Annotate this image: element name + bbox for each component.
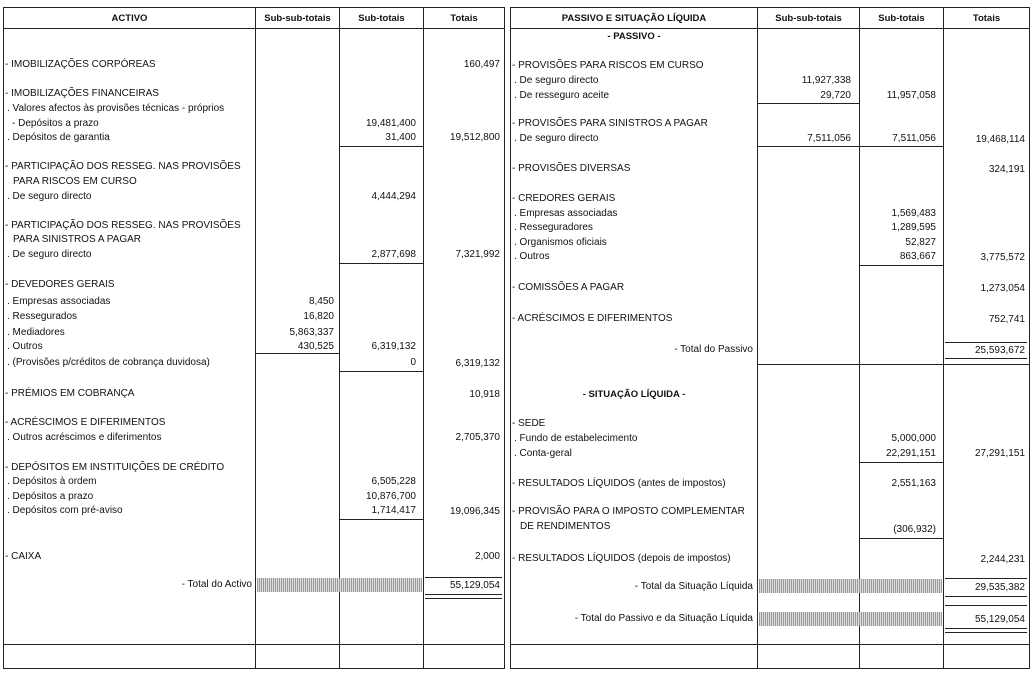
prov-sinistros-label: - PROVISÕES PARA SINISTROS A PAGAR [512, 118, 708, 129]
caixa-total: 2,000 [474, 551, 500, 562]
pr-subtotal: 11,957,058 [886, 90, 936, 101]
total-passivo-label: - Total do Passivo [674, 344, 753, 355]
resultados-depois-label: - RESULTADOS LÍQUIDOS (depois de impostos) [512, 553, 731, 564]
total-rule [945, 342, 1027, 343]
participacao-riscos-label-2: PARA RISCOS EM CURSO [13, 176, 137, 187]
depositos-prazo-subtotal: 19,481,400 [365, 118, 416, 129]
devedores-ressegurados-label: . Ressegurados [7, 311, 78, 322]
subtotal-rule [340, 146, 423, 147]
cr-organismos-value: 52,827 [905, 237, 936, 248]
devedores-empresas-value: 8,450 [308, 296, 334, 307]
provisao-imposto-value: (306,932) [893, 524, 936, 535]
participacao-sinistros-label: - PARTICIPAÇÃO DOS RESSEG. NAS PROVISÕES [5, 220, 241, 231]
fundo-value: 5,000,000 [891, 433, 936, 444]
depositos-aprazo-subtotal: 10,876,700 [365, 491, 416, 502]
cr-outros-value: 863,667 [899, 251, 936, 262]
subtotal-rule [340, 519, 423, 520]
passivo-subheader: - PASSIVO - [607, 31, 661, 42]
resultados-antes-label: - RESULTADOS LÍQUIDOS (antes de impostos) [512, 478, 726, 489]
participacao-riscos-label: - PARTICIPAÇÃO DOS RESSEG. NAS PROVISÕES [5, 161, 241, 172]
total-rule [945, 578, 1027, 579]
situacao-liquida-header: - SITUAÇÃO LÍQUIDA - [582, 389, 686, 400]
subtotal-rule [340, 371, 423, 372]
prov-diversas-label: - PROVISÕES DIVERSAS [512, 163, 631, 174]
total-situacao-label: - Total da Situação Líquida [634, 581, 753, 592]
devedores-total: 6,319,132 [455, 358, 500, 369]
passivo-table [510, 7, 1030, 669]
comissoes-label: - COMISSÕES A PAGAR [512, 282, 625, 293]
depositos-preaviso-label: . Depósitos com pré-aviso [7, 505, 123, 516]
total-rule [425, 577, 502, 578]
subtotal-rule [758, 146, 859, 147]
participacao-total: 7,321,992 [455, 249, 500, 260]
subtotal-rule [758, 103, 859, 104]
subtotal-rule [860, 462, 943, 463]
activo-header: ACTIVO [111, 13, 148, 24]
sub-totais-header: Sub-totais [878, 13, 925, 24]
column-divider [423, 8, 424, 668]
cr-resseguradores-value: 1,289,595 [891, 222, 936, 233]
subtotal-rule [860, 265, 943, 266]
sub-sub-totais-header: Sub-sub-totais [775, 13, 842, 24]
total-activo-label: - Total do Activo [181, 579, 252, 590]
imob-financeiras-total: 19,512,800 [449, 132, 500, 143]
depositos-ordem-subtotal: 6,505,228 [371, 476, 416, 487]
sub-sub-totais-header: Sub-sub-totais [264, 13, 331, 24]
depositos-preaviso-subtotal: 1,714,417 [371, 505, 416, 516]
depositos-ordem-label: . Depósitos à ordem [7, 476, 97, 487]
subtotal-rule [340, 263, 423, 264]
acrescimos-label: - ACRÉSCIMOS E DIFERIMENTOS [512, 313, 673, 324]
bottom-rule [511, 644, 1029, 645]
imob-financeiras-label: - IMOBILIZAÇÕES FINANCEIRAS [5, 88, 159, 99]
provisao-imposto-label-2: DE RENDIMENTOS [520, 521, 611, 532]
pr-seguro-label: . De seguro directo [514, 75, 599, 86]
header-divider [511, 28, 1029, 29]
devedores-mediadores-value: 5,863,337 [289, 327, 334, 338]
credores-total: 3,775,572 [980, 252, 1025, 263]
passivo-header: PASSIVO E SITUAÇÃO LÍQUIDA [561, 13, 707, 24]
provisoes-subtotal: 0 [410, 357, 416, 368]
imob-corporeas-total: 160,497 [463, 59, 500, 70]
provisoes-label: . (Provisões p/créditos de cobrança duvidosa) [7, 357, 210, 368]
resultados-depois-total: 2,244,231 [980, 554, 1025, 565]
part-riscos-seguro-label: . De seguro directo [7, 191, 92, 202]
section-rule [758, 364, 1029, 365]
sede-label: - SEDE [512, 418, 546, 429]
prov-diversas-total: 324,191 [988, 164, 1025, 175]
depositos-instituicoes-label: - DEPÓSITOS EM INSTITUIÇÕES DE CRÉDITO [5, 462, 225, 473]
valores-afectos-label: . Valores afectos às provisões técnicas - próprios [7, 103, 225, 114]
conta-geral-value: 22,291,151 [885, 448, 936, 459]
depositos-garantia-subtotal: 31,400 [385, 132, 416, 143]
sub-totais-header: Sub-totais [358, 13, 405, 24]
subtotal-rule [860, 146, 943, 147]
devedores-outros-value: 430,525 [297, 341, 334, 352]
total-geral-label: - Total do Passivo e da Situação Líquida [574, 613, 753, 624]
devedores-gerais-label: - DEVEDORES GERAIS [5, 279, 115, 290]
column-divider [859, 8, 860, 668]
cr-empresas-value: 1,569,483 [891, 208, 936, 219]
provisoes-total: 19,468,114 [975, 134, 1025, 145]
acrescimos-total: 2,705,370 [455, 432, 500, 443]
outros-acrescimos-label: . Outros acréscimos e diferimentos [7, 432, 162, 443]
total-passivo-value: 25,593,672 [974, 345, 1025, 356]
pr-resseguro-value: 29,720 [820, 90, 851, 101]
part-sinistros-seguro-subtotal: 2,877,698 [371, 249, 416, 260]
provisao-imposto-label: - PROVISÃO PARA O IMPOSTO COMPLEMENTAR [512, 506, 745, 517]
devedores-mediadores-label: . Mediadores [7, 327, 65, 338]
pr-resseguro-label: . De resseguro aceite [514, 90, 610, 101]
imob-corporeas-label: - IMOBILIZAÇÕES CORPÓREAS [5, 59, 156, 70]
depositos-garantia-label: . Depósitos de garantia [7, 132, 110, 143]
subtotal-rule [256, 353, 339, 354]
subtotal-rule [860, 538, 943, 539]
total-geral-value: 55,129,054 [974, 614, 1025, 625]
conta-geral-label: . Conta-geral [514, 448, 572, 459]
header-divider [4, 28, 504, 29]
prov-riscos-label: - PROVISÕES PARA RISCOS EM CURSO [512, 60, 704, 71]
total-rule [945, 605, 1027, 606]
devedores-empresas-label: . Empresas associadas [7, 296, 111, 307]
totais-header: Totais [450, 13, 478, 24]
acrescimos-total: 752,741 [988, 314, 1025, 325]
fundo-label: . Fundo de estabelecimento [514, 433, 638, 444]
totais-header: Totais [972, 13, 1001, 24]
devedores-ressegurados-value: 16,820 [303, 311, 334, 322]
devedores-subtotal: 6,319,132 [371, 341, 416, 352]
hatch-fill [759, 579, 942, 593]
ps-seguro-label: . De seguro directo [514, 133, 599, 144]
comissoes-total: 1,273,054 [980, 283, 1025, 294]
resultados-antes-value: 2,551,163 [891, 478, 936, 489]
cr-outros-label: . Outros [514, 251, 550, 262]
credores-label: - CREDORES GERAIS [512, 193, 616, 204]
cr-resseguradores-label: . Resseguradores [514, 222, 593, 233]
participacao-sinistros-label-2: PARA SINISTROS A PAGAR [13, 234, 142, 245]
depositos-aprazo-label: . Depósitos a prazo [7, 491, 94, 502]
cr-empresas-label: . Empresas associadas [514, 208, 618, 219]
column-divider [339, 8, 340, 668]
part-riscos-seguro-subtotal: 4,444,294 [371, 191, 416, 202]
column-divider [255, 8, 256, 668]
sede-total: 27,291,151 [974, 448, 1025, 459]
activo-table [3, 7, 505, 669]
total-rule [945, 358, 1027, 359]
devedores-outros-label: . Outros [7, 341, 43, 352]
double-underline [945, 628, 1027, 633]
premios-total: 10,918 [469, 389, 500, 400]
acrescimos-label: - ACRÉSCIMOS E DIFERIMENTOS [5, 417, 166, 428]
total-activo-value: 55,129,054 [449, 580, 500, 591]
total-situacao-value: 29,535,382 [974, 582, 1025, 593]
caixa-label: - CAIXA [5, 551, 42, 562]
hatch-fill [257, 578, 422, 592]
ps-subtotal: 7,511,056 [892, 133, 936, 144]
ps-seguro-value: 7,511,056 [807, 133, 851, 144]
double-underline [425, 594, 502, 599]
column-divider [757, 8, 758, 668]
depositos-prazo-label: - Depósitos a prazo [12, 118, 99, 129]
bottom-rule [4, 644, 504, 645]
column-divider [943, 8, 944, 668]
total-rule [945, 596, 1027, 597]
cr-organismos-label: . Organismos oficiais [514, 237, 607, 248]
premios-label: - PRÉMIOS EM COBRANÇA [5, 388, 135, 399]
hatch-fill [759, 612, 942, 626]
depositos-total: 19,096,345 [449, 506, 500, 517]
part-sinistros-seguro-label: . De seguro directo [7, 249, 92, 260]
pr-seguro-value: 11,927,338 [801, 75, 851, 86]
